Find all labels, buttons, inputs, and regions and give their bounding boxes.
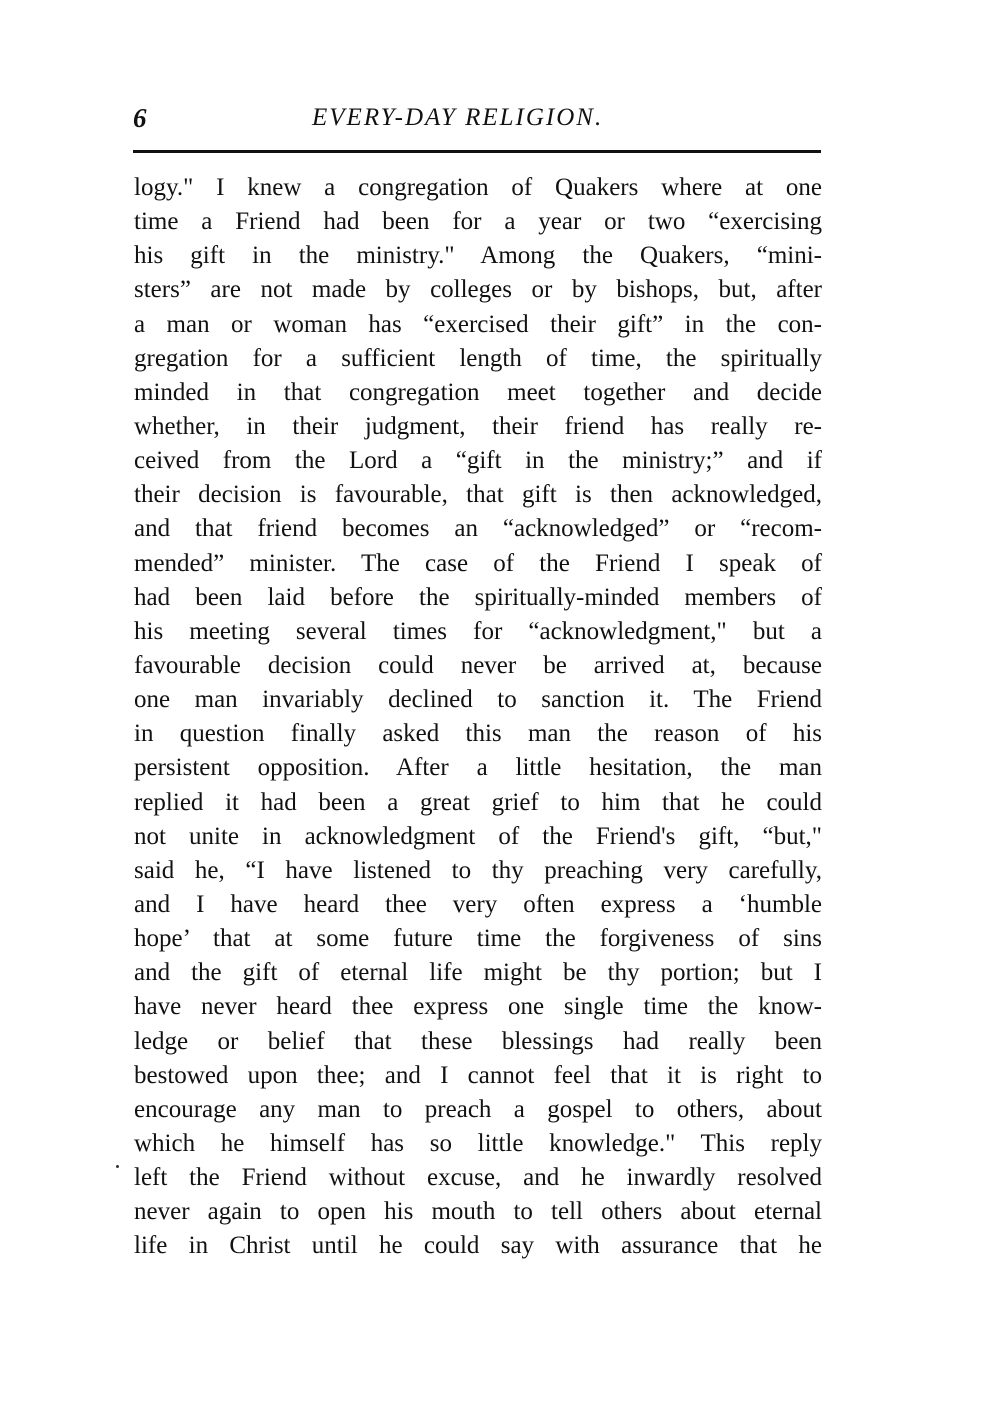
text-line: and the gift of eternal life might be thy portion; but I <box>134 959 822 987</box>
text-line: bestowed upon thee; and I cannot feel that it is right to <box>134 1061 822 1089</box>
text-line: had been laid before the spiritually-minded members of <box>134 583 822 611</box>
text-line: mended” minister. The case of the Friend I speak of <box>134 549 822 577</box>
running-head: EVERY-DAY RELIGION. <box>312 104 604 131</box>
text-line: hope’ that at some future time the forgiveness of sins <box>134 925 822 953</box>
margin-mark <box>116 1165 119 1168</box>
header-rule <box>133 150 821 153</box>
body-text <box>134 171 822 1264</box>
text-line: one man invariably declined to sanction it. The Friend <box>134 686 822 714</box>
text-line: sters” are not made by colleges or by bishops, but, after <box>134 276 822 304</box>
text-line: a man or woman has “exercised their gift” in the con- <box>134 310 822 338</box>
text-line: gregation for a sufficient length of time, the spiritually <box>134 344 822 372</box>
page-number: 6 <box>133 103 147 133</box>
text-line: never again to open his mouth to tell others about eternal <box>134 1198 822 1226</box>
text-line: ledge or belief that these blessings had really been <box>134 1027 822 1055</box>
text-line: his gift in the ministry." Among the Quakers, “mini- <box>134 242 822 270</box>
text-line: whether, in their judgment, their friend has really re- <box>134 412 822 440</box>
text-line: encourage any man to preach a gospel to others, about <box>134 1095 822 1123</box>
text-line: said he, “I have listened to thy preaching very carefully, <box>134 856 822 884</box>
text-line: not unite in acknowledgment of the Friend's gift, “but," <box>134 822 822 850</box>
text-line: persistent opposition. After a little hesitation, the man <box>134 754 822 782</box>
text-line: minded in that congregation meet together and decide <box>134 378 822 406</box>
text-line: logy." I knew a congregation of Quakers where at one <box>134 174 822 201</box>
text-line: replied it had been a great grief to him that he could <box>134 788 822 816</box>
text-line: favourable decision could never be arrived at, because <box>134 651 822 679</box>
text-line: life in Christ until he could say with assurance that he <box>134 1232 822 1260</box>
text-line: and that friend becomes an “acknowledged” or “recom- <box>134 515 822 543</box>
text-line: and I have heard thee very often express a ‘humble <box>134 890 822 918</box>
text-line: left the Friend without excuse, and he inwardly resolved <box>134 1164 822 1192</box>
text-line: time a Friend had been for a year or two “exercising <box>134 208 822 236</box>
text-line: have never heard thee express one single time the know- <box>134 993 822 1021</box>
text-line: his meeting several times for “acknowledgment," but a <box>134 617 822 645</box>
text-line: ceived from the Lord a “gift in the ministry;” and if <box>134 447 822 475</box>
text-line: in question finally asked this man the reason of his <box>134 720 822 748</box>
text-line: their decision is favourable, that gift is then acknowledged, <box>134 481 822 509</box>
text-line: which he himself has so little knowledge." This reply <box>134 1129 822 1157</box>
